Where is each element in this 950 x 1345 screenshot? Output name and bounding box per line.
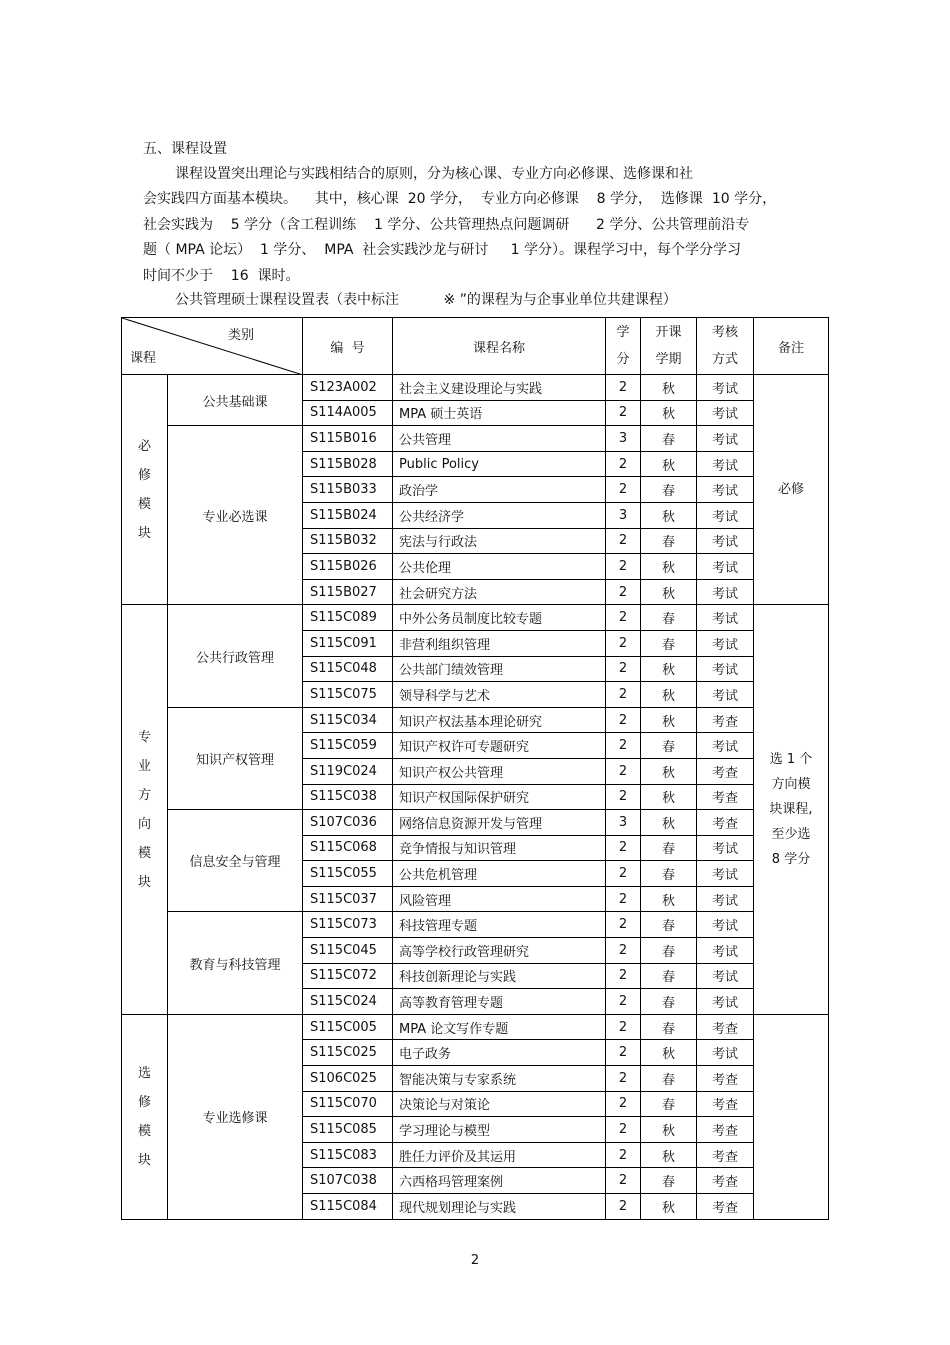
course-name: 知识产权公共管理 (393, 758, 606, 784)
table-row (122, 426, 829, 452)
course-credit: 2 (606, 861, 641, 887)
course-exam: 考试 (697, 682, 754, 708)
module-label-char: 方 (137, 787, 151, 803)
course-exam: 考试 (697, 605, 754, 631)
course-semester: 春 (641, 1014, 697, 1040)
course-code: S115C045 (303, 938, 393, 964)
group-name: 知识产权管理 (168, 707, 303, 809)
course-semester: 秋 (641, 1117, 697, 1143)
course-credit: 2 (606, 477, 641, 503)
module-label-char: 修 (137, 1094, 151, 1110)
course-table (121, 317, 829, 1220)
course-semester: 秋 (641, 554, 697, 580)
header-course: 课程 (130, 351, 157, 366)
course-name: 宪法与行政法 (393, 528, 606, 554)
header-name: 课程名称 (393, 318, 606, 375)
group-name: 公共基础课 (168, 375, 303, 426)
header-credit-line1: 学 (616, 325, 630, 340)
module-label-char: 修 (137, 467, 151, 483)
course-exam: 考查 (697, 784, 754, 810)
course-credit: 3 (606, 426, 641, 452)
course-semester: 秋 (641, 1142, 697, 1168)
course-credit: 2 (606, 682, 641, 708)
course-credit: 2 (606, 1014, 641, 1040)
table-row (122, 605, 829, 631)
course-semester: 秋 (641, 784, 697, 810)
course-code: S119C024 (303, 758, 393, 784)
table-caption: 公共管理硕士课程设置表（表中标注 ※ ”的课程为与企事业单位共建课程） (175, 292, 677, 308)
table-row (122, 375, 829, 401)
course-semester: 秋 (641, 707, 697, 733)
course-semester: 秋 (641, 886, 697, 912)
course-name: MPA 硕士英语 (393, 400, 606, 426)
section-title: 五、课程设置 (143, 141, 227, 157)
course-semester: 春 (641, 426, 697, 452)
course-code: S115C083 (303, 1142, 393, 1168)
table-row (122, 912, 829, 938)
course-name: Public Policy (393, 451, 606, 477)
course-name: 决策论与对策论 (393, 1091, 606, 1117)
course-semester: 秋 (641, 1040, 697, 1066)
module-label-char: 业 (137, 758, 151, 774)
course-name: 智能决策与专家系统 (393, 1066, 606, 1092)
course-name: 非营利组织管理 (393, 630, 606, 656)
course-code: S115C072 (303, 963, 393, 989)
course-semester: 春 (641, 1168, 697, 1194)
course-exam: 考试 (697, 451, 754, 477)
header-semester-line2: 学期 (655, 352, 682, 367)
course-semester: 春 (641, 963, 697, 989)
module-remark-line: 至少选 (771, 827, 811, 843)
course-exam: 考试 (697, 656, 754, 682)
course-code: S115C075 (303, 682, 393, 708)
course-credit: 2 (606, 1040, 641, 1066)
course-name: MPA 论文写作专题 (393, 1014, 606, 1040)
course-exam: 考试 (697, 400, 754, 426)
course-exam: 考查 (697, 1194, 754, 1220)
page-number: 2 (470, 1253, 480, 1268)
course-credit: 3 (606, 810, 641, 836)
course-name: 知识产权许可专题研究 (393, 733, 606, 759)
course-credit: 2 (606, 733, 641, 759)
course-semester: 春 (641, 733, 697, 759)
course-exam: 考试 (697, 477, 754, 503)
course-exam: 考试 (697, 1040, 754, 1066)
course-credit: 2 (606, 1066, 641, 1092)
course-credit: 2 (606, 835, 641, 861)
course-exam: 考查 (697, 1066, 754, 1092)
course-exam: 考查 (697, 1142, 754, 1168)
course-credit: 2 (606, 400, 641, 426)
course-exam: 考试 (697, 630, 754, 656)
course-name: 高等学校行政管理研究 (393, 938, 606, 964)
course-code: S115C037 (303, 886, 393, 912)
course-credit: 2 (606, 886, 641, 912)
course-semester: 秋 (641, 375, 697, 401)
course-semester: 秋 (641, 682, 697, 708)
course-credit: 2 (606, 784, 641, 810)
module-label-char: 块 (137, 874, 151, 890)
course-semester: 秋 (641, 502, 697, 528)
course-exam: 考试 (697, 502, 754, 528)
course-semester: 秋 (641, 810, 697, 836)
course-credit: 2 (606, 1142, 641, 1168)
header-category: 类别 (227, 328, 254, 343)
course-exam: 考试 (697, 861, 754, 887)
header-exam-line2: 方式 (711, 352, 738, 367)
header-semester (641, 318, 697, 375)
paragraph-line-4: 题（ MPA 论坛） 1 学分、 MPA 社会实践沙龙与研讨 1 学分）。课程学习中，每个学分学习 (143, 242, 741, 258)
course-code: S114A005 (303, 400, 393, 426)
course-semester: 春 (641, 605, 697, 631)
course-semester: 春 (641, 989, 697, 1015)
paragraph-line-3: 社会实践为 5 学分（含工程训练 1 学分、公共管理热点问题调研 2 学分、公共管理前沿专 (143, 217, 750, 233)
course-code: S115B024 (303, 502, 393, 528)
course-name: 公共部门绩效管理 (393, 656, 606, 682)
module-remark (754, 605, 829, 1015)
module-label-char: 向 (137, 816, 151, 832)
header-credit-line2: 分 (616, 352, 630, 367)
header-remark: 备注 (754, 318, 829, 375)
course-credit: 2 (606, 1194, 641, 1220)
module-label-char: 选 (137, 1065, 151, 1081)
course-name: 中外公务员制度比较专题 (393, 605, 606, 631)
course-credit: 2 (606, 938, 641, 964)
module-label-char: 模 (137, 1123, 151, 1139)
course-code: S115C091 (303, 630, 393, 656)
course-credit: 2 (606, 963, 641, 989)
course-semester: 秋 (641, 451, 697, 477)
paragraph-line-2: 会实践四方面基本模块。 其中，核心课 20 学分， 专业方向必修课 8 学分， 选修课 10 学分， (143, 191, 777, 207)
course-semester: 春 (641, 861, 697, 887)
course-credit: 2 (606, 758, 641, 784)
course-exam: 考查 (697, 707, 754, 733)
course-credit: 2 (606, 528, 641, 554)
course-code: S115C089 (303, 605, 393, 631)
course-semester: 春 (641, 477, 697, 503)
course-exam: 考查 (697, 1091, 754, 1117)
course-semester: 春 (641, 528, 697, 554)
course-exam: 考查 (697, 1117, 754, 1143)
module-remark-line: 8 学分 (771, 852, 811, 868)
course-name: 竞争情报与知识管理 (393, 835, 606, 861)
header-exam (697, 318, 754, 375)
course-exam: 考试 (697, 554, 754, 580)
course-name: 现代规划理论与实践 (393, 1194, 606, 1220)
course-name: 社会主义建设理论与实践 (393, 375, 606, 401)
course-credit: 2 (606, 554, 641, 580)
course-exam: 考查 (697, 758, 754, 784)
course-semester: 春 (641, 835, 697, 861)
group-name: 信息安全与管理 (168, 810, 303, 912)
course-semester: 秋 (641, 400, 697, 426)
course-code: S115C034 (303, 707, 393, 733)
course-exam: 考试 (697, 426, 754, 452)
course-semester: 春 (641, 1091, 697, 1117)
course-semester: 春 (641, 630, 697, 656)
course-name: 知识产权法基本理论研究 (393, 707, 606, 733)
course-exam: 考试 (697, 733, 754, 759)
course-code: S115C005 (303, 1014, 393, 1040)
course-code: S115C070 (303, 1091, 393, 1117)
module-remark-line: 方向模 (771, 777, 811, 793)
table-row (122, 810, 829, 836)
group-name: 专业选修课 (168, 1014, 303, 1219)
module-label (122, 1014, 168, 1219)
module-remark-line: 选 1 个 (769, 752, 813, 768)
course-semester: 秋 (641, 758, 697, 784)
header-code: 编 号 (303, 318, 393, 375)
course-semester: 春 (641, 938, 697, 964)
course-name: 政治学 (393, 477, 606, 503)
group-name: 公共行政管理 (168, 605, 303, 707)
course-credit: 2 (606, 1117, 641, 1143)
course-exam: 考试 (697, 835, 754, 861)
course-name: 社会研究方法 (393, 579, 606, 605)
course-code: S115C055 (303, 861, 393, 887)
module-label (122, 605, 168, 1015)
course-semester: 秋 (641, 1194, 697, 1220)
course-code: S123A002 (303, 375, 393, 401)
course-exam: 考查 (697, 1168, 754, 1194)
module-label-char: 块 (137, 1152, 151, 1168)
course-code: S115C048 (303, 656, 393, 682)
course-code: S115C073 (303, 912, 393, 938)
course-code: S115B016 (303, 426, 393, 452)
course-name: 公共危机管理 (393, 861, 606, 887)
course-name: 六西格玛管理案例 (393, 1168, 606, 1194)
group-name: 专业必选课 (168, 426, 303, 605)
table-row (122, 1014, 829, 1040)
course-name: 知识产权国际保护研究 (393, 784, 606, 810)
course-exam: 考试 (697, 375, 754, 401)
course-credit: 2 (606, 656, 641, 682)
course-name: 风险管理 (393, 886, 606, 912)
course-exam: 考试 (697, 579, 754, 605)
table-header-row (122, 318, 829, 375)
module-remark-line: 块课程, (769, 802, 813, 818)
course-code: S115B027 (303, 579, 393, 605)
module-label-char: 模 (137, 496, 151, 512)
course-code: S115C025 (303, 1040, 393, 1066)
course-code: S106C025 (303, 1066, 393, 1092)
module-label-char: 块 (137, 525, 151, 541)
course-code: S115C085 (303, 1117, 393, 1143)
course-exam: 考试 (697, 528, 754, 554)
course-credit: 3 (606, 502, 641, 528)
course-name: 公共管理 (393, 426, 606, 452)
course-exam: 考试 (697, 938, 754, 964)
course-name: 电子政务 (393, 1040, 606, 1066)
course-credit: 2 (606, 605, 641, 631)
module-label (122, 375, 168, 605)
course-name: 网络信息资源开发与管理 (393, 810, 606, 836)
course-credit: 2 (606, 579, 641, 605)
course-code: S115C059 (303, 733, 393, 759)
course-semester: 春 (641, 912, 697, 938)
paragraph-line-1: 课程设置突出理论与实践相结合的原则，分为核心课、专业方向必修课、选修课和社 (175, 166, 693, 182)
course-name: 领导科学与艺术 (393, 682, 606, 708)
course-credit: 2 (606, 707, 641, 733)
course-code: S115C024 (303, 989, 393, 1015)
course-name: 公共伦理 (393, 554, 606, 580)
course-code: S115B026 (303, 554, 393, 580)
course-code: S115C038 (303, 784, 393, 810)
course-semester: 秋 (641, 656, 697, 682)
course-code: S115C084 (303, 1194, 393, 1220)
module-label-char: 专 (137, 729, 151, 745)
module-label-char: 必 (137, 438, 151, 454)
course-code: S107C038 (303, 1168, 393, 1194)
course-code: S115B033 (303, 477, 393, 503)
course-exam: 考查 (697, 1014, 754, 1040)
course-code: S107C036 (303, 810, 393, 836)
paragraph-line-5: 时间不少于 16 课时。 (143, 268, 300, 284)
course-exam: 考试 (697, 912, 754, 938)
course-exam: 考试 (697, 886, 754, 912)
module-remark-line: 必修 (777, 482, 804, 498)
course-exam: 考查 (697, 810, 754, 836)
course-code: S115B028 (303, 451, 393, 477)
module-label-char: 模 (137, 845, 151, 861)
module-remark (754, 1014, 829, 1219)
course-credit: 2 (606, 375, 641, 401)
course-credit: 2 (606, 1091, 641, 1117)
header-diagonal-cell (122, 318, 303, 375)
course-credit: 2 (606, 912, 641, 938)
course-name: 科技创新理论与实践 (393, 963, 606, 989)
course-credit: 2 (606, 989, 641, 1015)
course-name: 高等教育管理专题 (393, 989, 606, 1015)
course-code: S115B032 (303, 528, 393, 554)
course-code: S115C068 (303, 835, 393, 861)
course-credit: 2 (606, 1168, 641, 1194)
header-credit (606, 318, 641, 375)
group-name: 教育与科技管理 (168, 912, 303, 1014)
course-name: 公共经济学 (393, 502, 606, 528)
module-remark (754, 375, 829, 605)
course-credit: 2 (606, 630, 641, 656)
course-name: 胜任力评价及其运用 (393, 1142, 606, 1168)
course-exam: 考试 (697, 963, 754, 989)
course-semester: 秋 (641, 579, 697, 605)
header-exam-line1: 考核 (711, 325, 738, 340)
table-row (122, 707, 829, 733)
course-semester: 春 (641, 1066, 697, 1092)
course-credit: 2 (606, 451, 641, 477)
course-exam: 考试 (697, 989, 754, 1015)
course-name: 科技管理专题 (393, 912, 606, 938)
course-name: 学习理论与模型 (393, 1117, 606, 1143)
header-semester-line1: 开课 (655, 325, 682, 340)
